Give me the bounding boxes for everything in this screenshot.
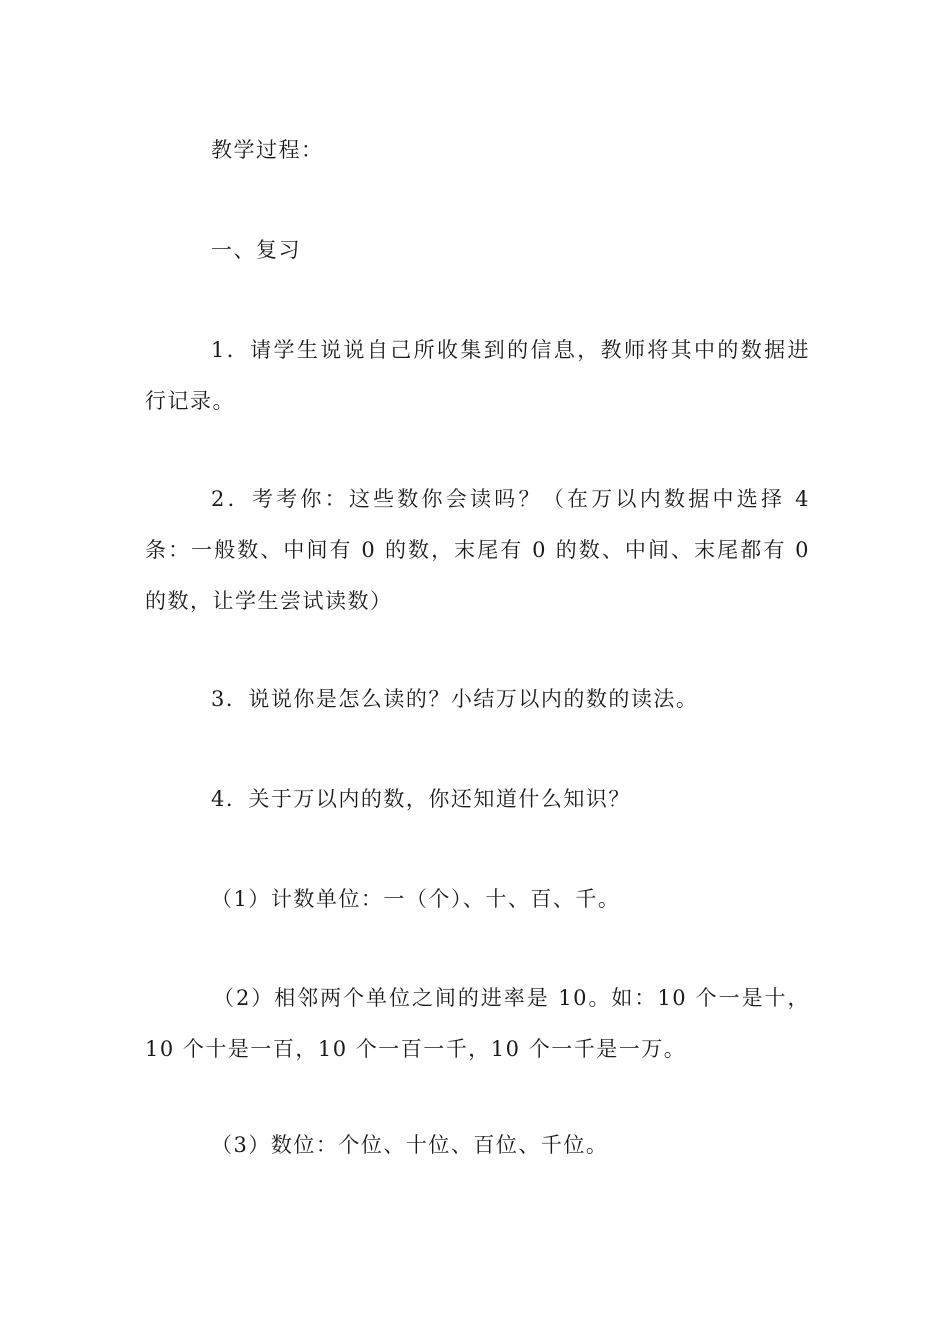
paragraph-subitem-1: （1）计数单位：一（个）、十、百、千。 xyxy=(211,887,621,911)
section-heading-review: 一、复习 xyxy=(211,238,301,262)
paragraph-item-2: 2．考考你：这些数你会读吗？（在万以内数据中选择 4 条：一般数、中间有 0 的数，末尾有 0 的数、中间、末尾都有 0 的数，让学生尝试读数） xyxy=(145,487,810,613)
paragraph-item-4: 4．关于万以内的数，你还知道什么知识？ xyxy=(211,787,631,811)
paragraph-subitem-2: （2）相邻两个单位之间的进率是 10。如：10 个一是十，10 个十是一百，10 个一百一千，10 个一千是一万。 xyxy=(145,986,810,1061)
paragraph-item-1: 1．请学生说说自己所收集到的信息，教师将其中的数据进行记录。 xyxy=(145,338,810,413)
section-heading-teaching-process: 教学过程： xyxy=(211,138,324,162)
paragraph-item-3: 3．说说你是怎么读的？小结万以内的数的读法。 xyxy=(211,687,699,711)
paragraph-subitem-3: （3）数位：个位、十位、百位、千位。 xyxy=(211,1133,609,1157)
